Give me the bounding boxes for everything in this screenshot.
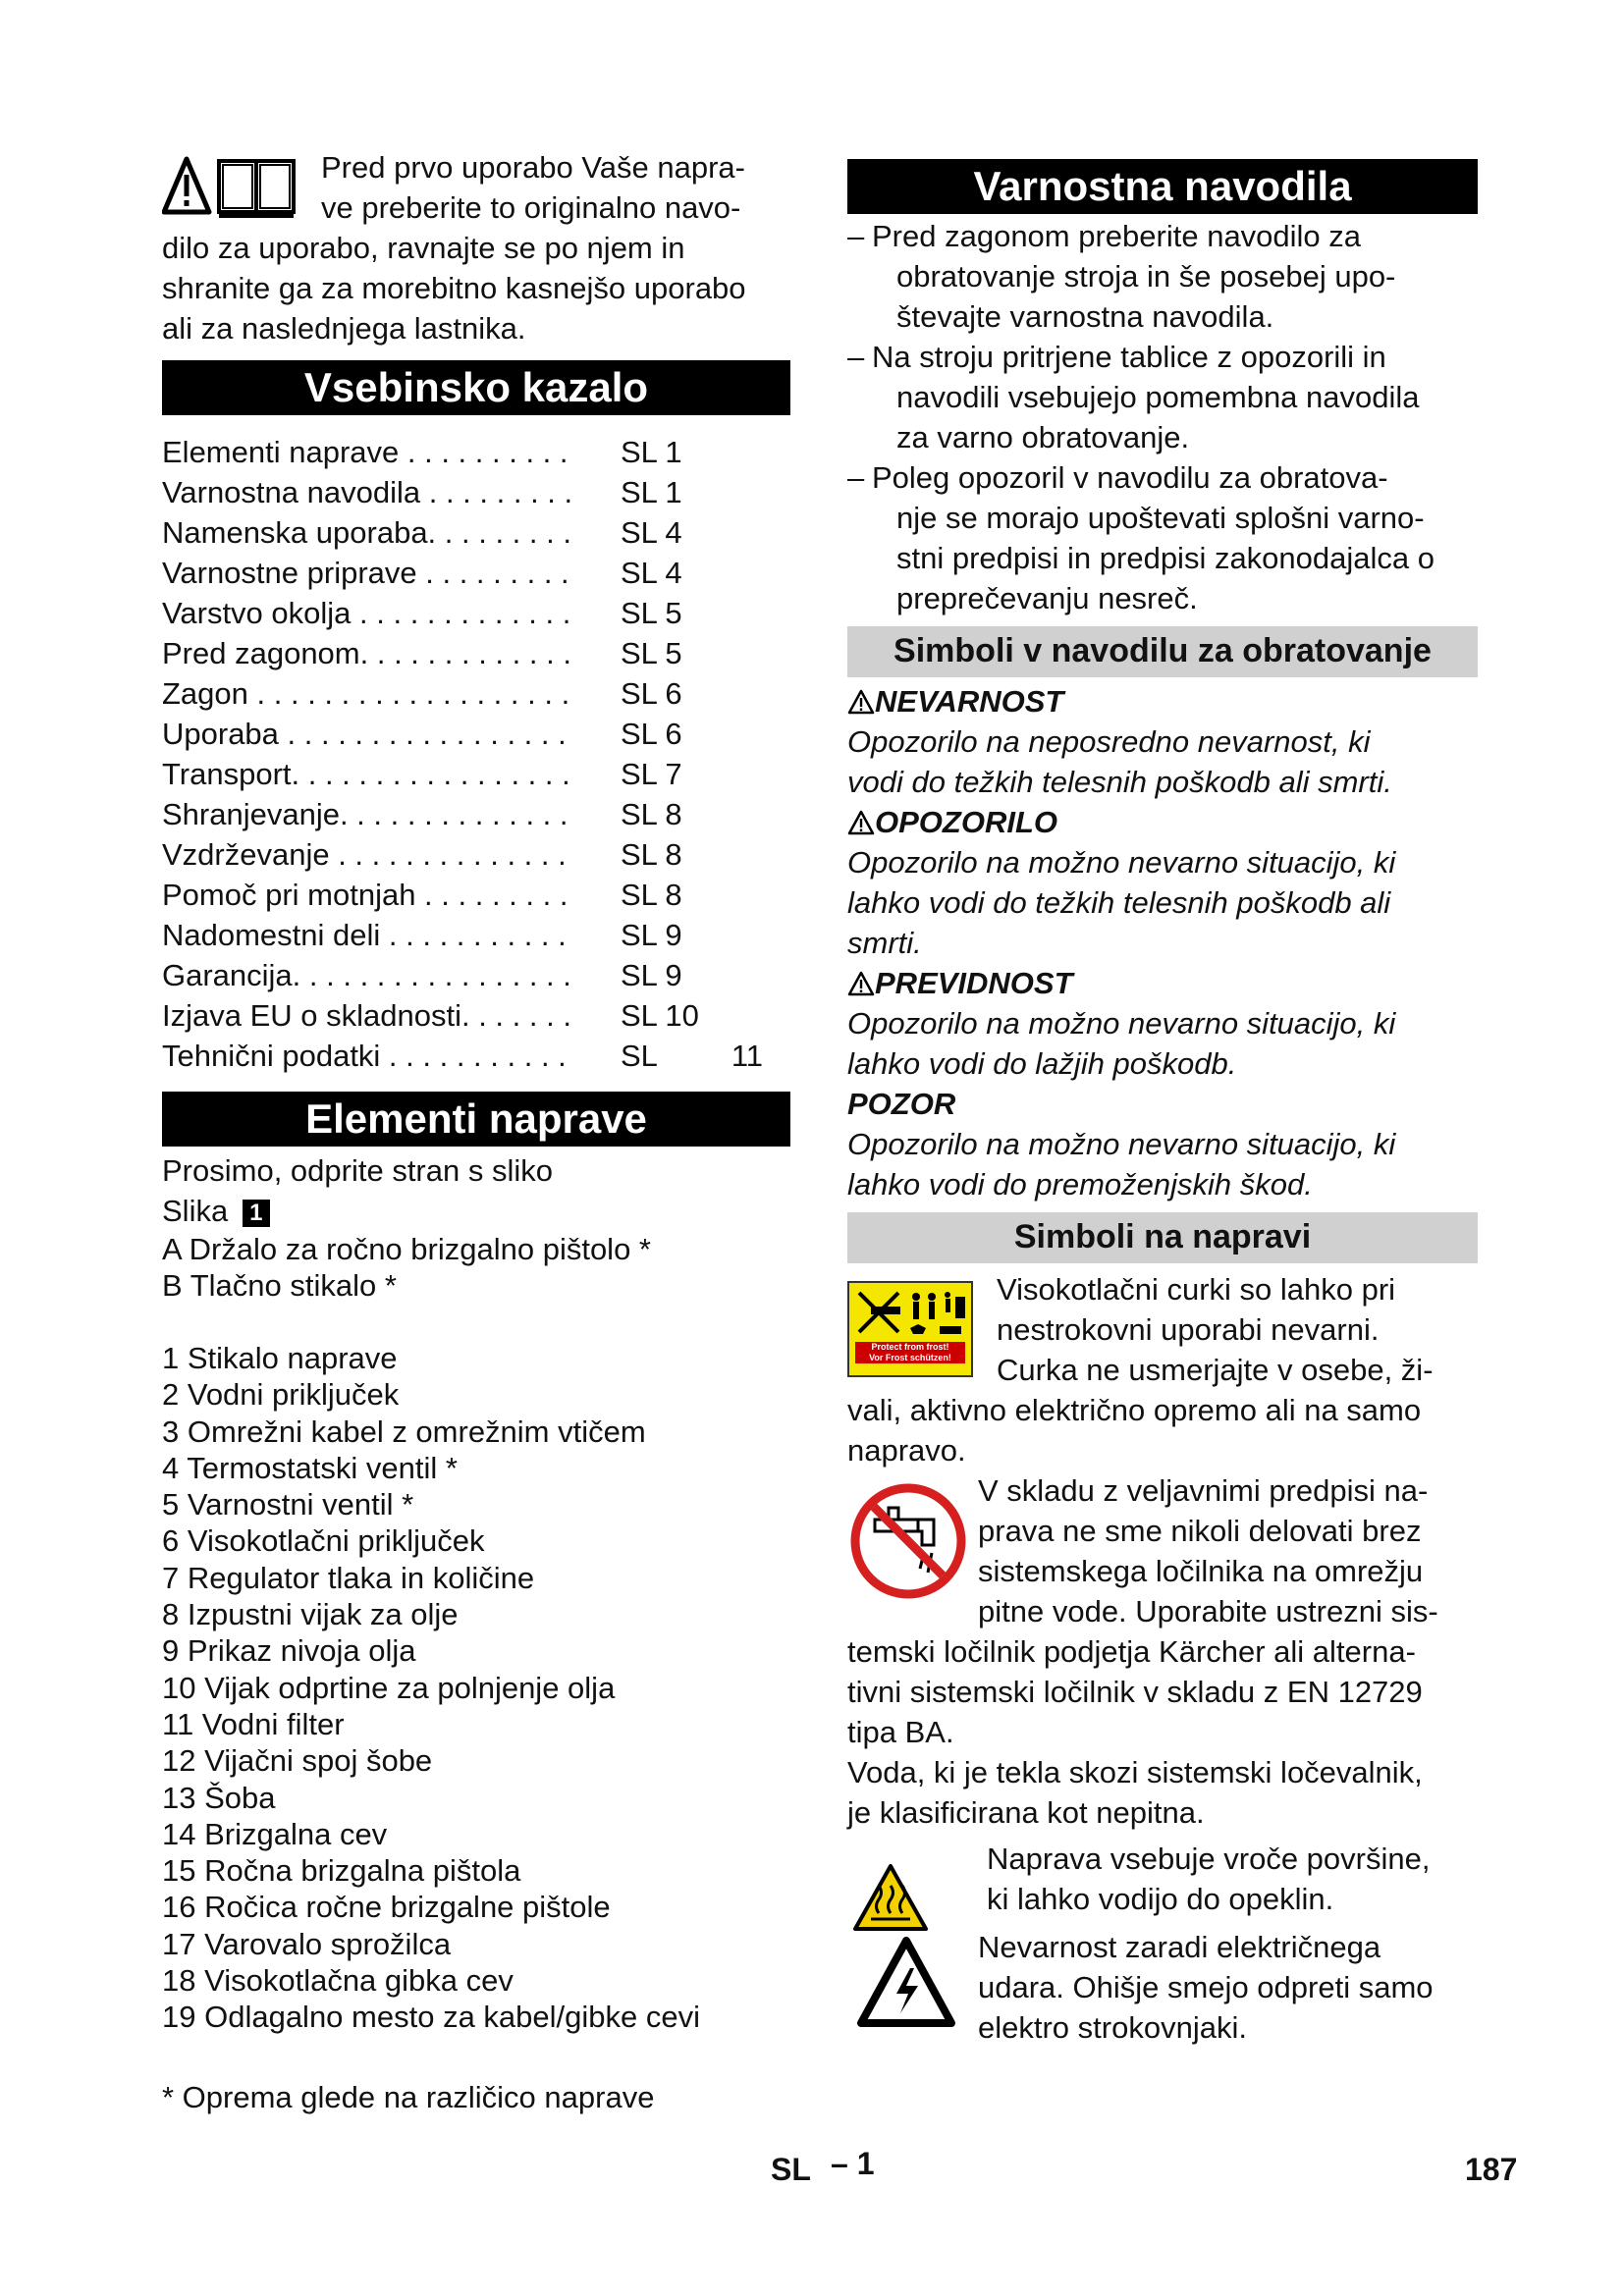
toc-item-title: Izjava EU o skladnosti. . . . . . . [162, 998, 571, 1033]
safety-line: obratovanje stroja in še posebej upo- [896, 259, 1396, 294]
list-item: 17 Varovalo sprožilca [162, 1926, 452, 1961]
list-item: 2 Vodni priključek [162, 1377, 400, 1413]
toc-item-title: Transport. . . . . . . . . . . . . . . . . [162, 757, 570, 791]
water-line: tivni sistemski ločilnik v skladu z EN 12729 [847, 1675, 1423, 1709]
signal-desc: vodi do težkih telesnih poškodb ali smrti. [847, 765, 1392, 799]
dash: – [847, 460, 865, 495]
optional-item: A Držalo za ročno brizgalno pištolo * [162, 1232, 651, 1266]
signal-word-label: OPOZORILO [875, 805, 1057, 839]
hot-line: ki lahko vodijo do opeklin. [987, 1882, 1334, 1916]
list-item: 9 Prikaz nivoja olja [162, 1633, 416, 1669]
toc-item[interactable] [162, 794, 790, 834]
water-line: pitne vode. Uporabite ustrezni sis- [978, 1594, 1438, 1629]
toc-list [162, 432, 790, 1076]
signal-desc: lahko vodi do premoženjskih škod. [847, 1167, 1313, 1201]
optional-item: B Tlačno stikalo * [162, 1268, 397, 1303]
toc-item-page: SL 5 [621, 596, 682, 630]
toc-item-page: SL 1 [621, 435, 682, 469]
warning-icon [847, 689, 875, 715]
warning-icon [162, 153, 309, 222]
intro-line-1: Pred prvo uporabo Vaše napra- [321, 150, 745, 185]
toc-item[interactable] [162, 754, 790, 794]
toc-item-title: Varnostna navodila . . . . . . . . . [162, 475, 573, 509]
signal-word-label: POZOR [847, 1087, 956, 1121]
water-line: temski ločilnik podjetja Kärcher ali alterna- [847, 1634, 1416, 1669]
toc-item[interactable] [162, 673, 790, 714]
manual-book-icon [219, 161, 294, 216]
toc-item-title: Tehnični podatki . . . . . . . . . . . [162, 1039, 567, 1073]
symbols-device-list [847, 1269, 1478, 2048]
toc-item-page-extra: 11 [731, 1039, 763, 1073]
toc-item[interactable] [162, 875, 790, 915]
toc-item-page: SL 8 [621, 797, 682, 831]
list-item: 3 Omrežni kabel z omrežnim vtičem [162, 1414, 646, 1449]
toc-item-page: SL 6 [621, 676, 682, 711]
toc-item[interactable] [162, 593, 790, 633]
safety-line: nje se morajo upoštevati splošni varno- [896, 501, 1425, 535]
dash: – [847, 219, 865, 253]
toc-item[interactable] [162, 995, 790, 1036]
toc-item-title: Zagon . . . . . . . . . . . . . . . . . . . [162, 676, 570, 711]
toc-item-title: Namenska uporaba. . . . . . . . . [162, 515, 571, 550]
toc-item[interactable] [162, 714, 790, 754]
figure-number-badge: 1 [243, 1200, 270, 1227]
safety-heading: Varnostna navodila [847, 159, 1478, 214]
signal-desc: Opozorilo na neposredno nevarnost, ki [847, 724, 1371, 759]
safety-bullet [847, 457, 1478, 618]
signal-word-warning [847, 802, 1478, 842]
symbols-device-heading: Simboli na napravi [847, 1212, 1478, 1263]
water-line: sistemskega ločilnika na omrežju [978, 1554, 1424, 1588]
footer-lang: SL [771, 2152, 811, 2187]
footnote: * Oprema glede na različico naprave [162, 2079, 655, 2114]
elements-body [162, 1150, 790, 2117]
list-item: 19 Odlagalno mesto za kabel/gibke cevi [162, 2000, 700, 2035]
symbols-manual-list [847, 681, 1478, 1204]
signal-word-label: NEVARNOST [875, 684, 1064, 719]
footer-page-number: 187 [1465, 2152, 1518, 2187]
toc-item-title: Varnostne priprave . . . . . . . . . [162, 556, 569, 590]
toc-item-page: SL 4 [621, 556, 682, 590]
signal-word-notice [847, 1084, 1478, 1124]
list-item: 11 Vodni filter [162, 1706, 345, 1741]
list-item: 8 Izpustni vijak za olje [162, 1597, 459, 1632]
signal-desc: Opozorilo na možno nevarno situacijo, ki [847, 845, 1396, 880]
toc-item-title: Uporaba . . . . . . . . . . . . . . . . . [162, 717, 567, 751]
jet-line: nestrokovni uporabi nevarni. [997, 1312, 1380, 1347]
toc-item[interactable] [162, 512, 790, 553]
figure-label: Slika [162, 1194, 229, 1228]
toc-item-title: Pred zagonom. . . . . . . . . . . . . [162, 636, 571, 670]
toc-item-page: SL 8 [621, 837, 682, 872]
safety-line: Pred zagonom preberite navodilo za [872, 219, 1362, 253]
intro-line-4: shranite ga za morebitno kasnejšo uporabo [162, 271, 746, 305]
list-item: 12 Vijačni spoj šobe [162, 1743, 433, 1779]
symbols-manual-heading: Simboli v navodilu za obratovanje [847, 626, 1478, 677]
intro-block [162, 147, 790, 348]
toc-item-page: SL 7 [621, 757, 682, 791]
list-item: 18 Visokotlačna gibka cev [162, 1963, 514, 1999]
jet-line: Curka ne usmerjajte v osebe, ži- [997, 1353, 1434, 1387]
signal-word-caution [847, 963, 1478, 1003]
intro-line-5: ali za naslednjega lastnika. [162, 311, 526, 346]
high-pressure-jet-sticker-icon [847, 1281, 973, 1377]
no-drinking-water-icon [849, 1482, 967, 1600]
toc-item[interactable] [162, 955, 790, 995]
toc-item[interactable] [162, 633, 790, 673]
toc-item-page: SL 8 [621, 878, 682, 912]
figure-ref [162, 1191, 790, 1231]
toc-item-title: Elementi naprave . . . . . . . . . . [162, 435, 568, 469]
drinking-water-block [847, 1470, 1478, 1833]
toc-item-title: Vzdrževanje . . . . . . . . . . . . . . [162, 837, 567, 872]
hot-surface-icon [851, 1862, 930, 1935]
jet-warning-block [847, 1269, 1478, 1470]
toc-item-page: SL 10 [621, 998, 699, 1033]
list-item: 14 Brizgalna cev [162, 1816, 388, 1851]
list-item: 13 Šoba [162, 1780, 276, 1815]
footer-local-page: – 1 [831, 2146, 875, 2181]
safety-bullet [847, 216, 1478, 337]
jet-line: napravo. [847, 1433, 966, 1468]
sticker-text: Protect from frost! [871, 1342, 949, 1352]
water-line: tipa BA. [847, 1715, 954, 1749]
warning-icon [847, 971, 875, 996]
sticker-text: Vor Frost schützen! [869, 1353, 951, 1362]
toc-item-title: Pomoč pri motnjah . . . . . . . . . [162, 878, 568, 912]
warning-icon [847, 810, 875, 835]
toc-item-page: SL 9 [621, 958, 682, 992]
toc-item[interactable] [162, 1036, 790, 1076]
jet-line: vali, aktivno električno opremo ali na samo [847, 1393, 1422, 1427]
toc-item-page: SL [621, 1039, 658, 1073]
toc-item[interactable] [162, 915, 790, 955]
electric-line: elektro strokovnjaki. [978, 2010, 1247, 2045]
water-line: prava ne sme nikoli delovati brez [978, 1514, 1422, 1548]
water-line: V skladu z veljavnimi predpisi na- [978, 1473, 1429, 1508]
electric-line: Nevarnost zaradi električnega [978, 1930, 1381, 1964]
list-item: 7 Regulator tlaka in količine [162, 1560, 535, 1595]
safety-line: Poleg opozoril v navodilu za obratova- [872, 460, 1388, 495]
list-item: 15 Ročna brizgalna pištola [162, 1853, 521, 1889]
list-item: 5 Varnostni ventil * [162, 1487, 414, 1522]
toc-item-page: SL 4 [621, 515, 682, 550]
list-item: 1 Stikalo naprave [162, 1341, 398, 1375]
right-column [847, 159, 1478, 2048]
signal-desc: lahko vodi do lažjih poškodb. [847, 1046, 1237, 1081]
list-item: 6 Visokotlačni priključek [162, 1523, 485, 1559]
safety-list [847, 216, 1478, 618]
toc-item[interactable] [162, 834, 790, 875]
intro-icons [162, 153, 309, 222]
hot-surface-block [847, 1839, 1478, 1919]
toc-item[interactable] [162, 432, 790, 472]
electric-block [847, 1927, 1478, 2048]
safety-bullet [847, 337, 1478, 457]
toc-item-title: Shranjevanje. . . . . . . . . . . . . . [162, 797, 568, 831]
list-item: 10 Vijak odprtine za polnjenje olja [162, 1670, 616, 1705]
signal-desc: smrti. [847, 926, 922, 960]
hot-line: Naprava vsebuje vroče površine, [987, 1842, 1431, 1876]
list-item: 4 Termostatski ventil * [162, 1450, 458, 1485]
elements-heading: Elementi naprave [162, 1092, 790, 1147]
water-line: Voda, ki je tekla skozi sistemski ločevalnik, [847, 1755, 1423, 1789]
signal-desc: lahko vodi do težkih telesnih poškodb ali [847, 885, 1391, 920]
toc-item[interactable] [162, 553, 790, 593]
toc-item-title: Varstvo okolja . . . . . . . . . . . . . [162, 596, 571, 630]
signal-word-danger [847, 681, 1478, 721]
signal-desc: Opozorilo na možno nevarno situacijo, ki [847, 1006, 1396, 1041]
safety-line: Na stroju pritrjene tablice z opozorili in [872, 340, 1386, 374]
electric-line: udara. Ohišje smejo odpreti samo [978, 1970, 1434, 2004]
electric-shock-icon [857, 1935, 955, 2031]
jet-line: Visokotlačni curki so lahko pri [997, 1272, 1396, 1307]
toc-item-title: Garancija. . . . . . . . . . . . . . . . . [162, 958, 571, 992]
elements-list [162, 1340, 790, 2036]
safety-line: preprečevanju nesreč. [896, 581, 1198, 615]
toc-item-page: SL 9 [621, 918, 682, 952]
toc-heading: Vsebinsko kazalo [162, 360, 790, 415]
toc-item-title: Nadomestni deli . . . . . . . . . . . [162, 918, 567, 952]
list-item: 16 Ročica ročne brizgalne pištole [162, 1890, 611, 1925]
toc-item[interactable] [162, 472, 790, 512]
safety-line: stni predpisi in predpisi zakonodajalca o [896, 541, 1435, 575]
intro-line-3: dilo za uporabo, ravnajte se po njem in [162, 231, 685, 265]
toc-item-page: SL 1 [621, 475, 682, 509]
intro-line-2: ve preberite to originalno navo- [321, 190, 741, 225]
toc-item-page: SL 6 [621, 717, 682, 751]
safety-line: za varno obratovanje. [896, 420, 1190, 454]
water-line: je klasificirana kot nepitna. [847, 1795, 1205, 1830]
safety-line: navodili vsebujejo pomembna navodila [896, 380, 1420, 414]
dash: – [847, 340, 865, 374]
safety-line: števajte varnostna navodila. [896, 299, 1274, 334]
toc-item-page: SL 5 [621, 636, 682, 670]
left-column [162, 147, 790, 2117]
open-page-text: Prosimo, odprite stran s sliko [162, 1153, 553, 1188]
signal-word-label: PREVIDNOST [875, 966, 1073, 1000]
signal-desc: Opozorilo na možno nevarno situacijo, ki [847, 1127, 1396, 1161]
